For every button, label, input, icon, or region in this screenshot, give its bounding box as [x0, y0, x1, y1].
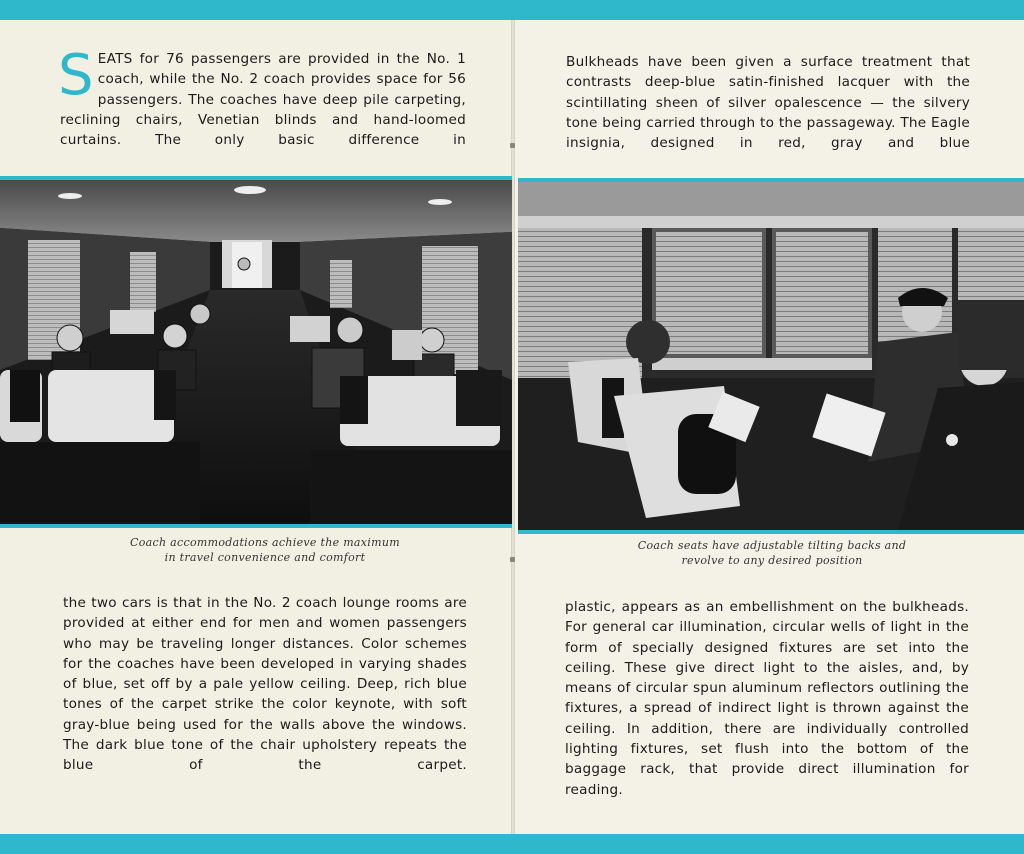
caption-line: Coach accommodations achieve the maximum [130, 536, 400, 549]
caption-line: Coach seats have adjustable tilting backs and [637, 539, 907, 552]
right-intro-text: Bulkheads have been given a surface treatment that contrasts deep-blue satin-finished lacquer with the scintillating sheen of silver opalescence — the silvery tone being carried through to the passageway. The Eagle insignia, designed in red, gray and blue [566, 54, 970, 152]
left-body-text: the two cars is that in the No. 2 coach lounge rooms are provided at either end for men and women passengers who may be traveling longer distances. Color schemes for the coaches have been developed in varying shades of blue, set off by a pale yellow ceiling. Deep, rich blue tones of the carpet strike the color keynote, with soft gray-blue being used for the walls above the windows. The dark blue tone of the chair upholstery repeats the blue of the carpet. [63, 595, 467, 774]
left-intro-text: EATS for 76 passengers are provided in the No. 1 coach, while the No. 2 coach provides space for 56 passengers. The coaches have deep pile carpeting, reclining chairs, Venetian blinds and hand-loomed curtains. The only basic difference in [60, 51, 466, 149]
left-photo-caption [80, 535, 450, 565]
staple [510, 143, 515, 148]
right-body-text: plastic, appears as an embellishment on the bulkheads. For general car illumination, circular wells of light in the form of specially designed fixtures are set into the ceiling. These give direct light to the aisles, and, by means of circular spun aluminum reflectors outlining the fixtures, a spread of indirect light is thrown against the ceiling. In addition, there are individually controlled lighting fixtures, set flush into the bottom of the baggage rack, that provide direct illumination for reading. [565, 599, 969, 798]
staple [510, 557, 515, 562]
drop-cap: S [58, 43, 94, 108]
caption-line: revolve to any desired position [681, 554, 863, 567]
coach-seats-photo [518, 178, 1024, 534]
coach-interior-photo [0, 176, 512, 528]
right-intro-paragraph [566, 52, 970, 153]
right-photo-caption [582, 538, 962, 568]
caption-line: in travel convenience and comfort [164, 551, 366, 564]
right-body-paragraph [565, 597, 969, 800]
left-body-paragraph [63, 593, 467, 776]
left-intro-paragraph [58, 43, 466, 150]
